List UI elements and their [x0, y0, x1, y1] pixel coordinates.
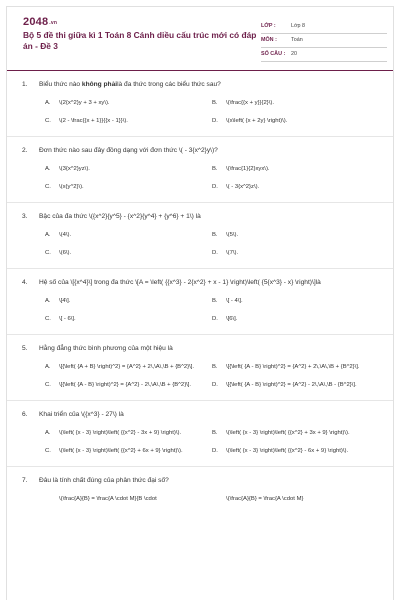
option-text: \(3{x^2}yz\).	[59, 166, 90, 172]
question-text-bold: không phải	[81, 81, 118, 88]
exam-title: Bộ 5 đề thi giữa kì 1 Toán 8 Cánh diều cấu trúc mới có đáp án - Đề 3	[23, 30, 257, 51]
option-letter: A.	[45, 232, 51, 238]
option-text: \[4\].	[59, 298, 71, 304]
option-list	[22, 98, 379, 134]
meta-subject-row	[261, 35, 387, 49]
question-divider	[7, 202, 393, 203]
question-text: Hệ số của \[{x^4}\] trong đa thức \[A = \left( {{x^3} - 2{x^2} + x - 1} \right)\left( {5{x^3} - x} \right)\]là	[39, 279, 321, 286]
option-letter: C.	[45, 448, 51, 454]
option-list	[22, 428, 379, 464]
question-number: 5.	[22, 345, 28, 352]
meta-subject-label: MÔN :	[261, 37, 277, 43]
meta-count-label: SỐ CÂU :	[261, 51, 286, 57]
option-letter: C.	[45, 382, 51, 388]
option-b[interactable]	[212, 164, 379, 174]
question-4	[7, 278, 393, 332]
option-a[interactable]	[45, 494, 212, 504]
question-number: 6.	[22, 411, 28, 418]
question-stem	[22, 344, 379, 354]
option-text: \(2{x^2}y + 3 + xy\).	[59, 100, 110, 106]
site-logo[interactable]	[23, 16, 57, 28]
option-text: \(\frac{A}{B} = \frac{A \cdot M}{B \cdot	[59, 496, 157, 502]
option-list	[22, 296, 379, 332]
option-d[interactable]	[212, 182, 379, 192]
option-list	[22, 494, 379, 512]
option-text: \[{\left( {A - B} \right)^2} = {A^2} - 2\,\A\,\B + {B^2}\].	[59, 382, 192, 388]
option-letter: C.	[45, 316, 51, 322]
option-d[interactable]	[212, 314, 379, 324]
question-3	[7, 212, 393, 266]
option-letter: B.	[212, 100, 218, 106]
option-b[interactable]	[212, 98, 379, 108]
option-text: \[{\left( {A - B} \right)^2} = {A^2} - 2\,\A\,\B - {B^2}\].	[226, 382, 357, 388]
meta-divider	[261, 33, 387, 34]
option-c[interactable]	[45, 182, 212, 192]
option-text: \(\frac{A}{B} = \frac{A \cdot M}	[226, 496, 304, 502]
option-letter: B.	[212, 430, 218, 436]
option-d[interactable]	[212, 116, 379, 126]
question-divider	[7, 466, 393, 467]
question-list	[7, 80, 393, 512]
question-stem	[22, 146, 379, 156]
option-letter: D.	[212, 448, 218, 454]
question-divider	[7, 268, 393, 269]
option-a[interactable]	[45, 98, 212, 108]
question-number: 7.	[22, 477, 28, 484]
option-letter: B.	[212, 232, 218, 238]
question-stem	[22, 278, 379, 288]
option-text: \(\frac{{x + y}}{2}\).	[226, 100, 274, 106]
option-text: \(6\).	[59, 250, 72, 256]
option-letter: D.	[212, 184, 218, 190]
option-b[interactable]	[212, 362, 379, 372]
option-list	[22, 362, 379, 398]
option-text: \[{\left( {A + B} \right)^2} = {A^2} + 2\,\A\,\B + {B^2}\].	[59, 364, 195, 370]
question-text: Đơn thức nào sau đây đồng dạng với đơn thức \( - 3{x^2}y\)?	[39, 147, 218, 154]
option-letter: C.	[45, 118, 51, 124]
option-c[interactable]	[45, 380, 212, 390]
option-letter: D.	[212, 250, 218, 256]
option-text: \[ - 6\].	[59, 316, 76, 322]
option-c[interactable]	[45, 116, 212, 126]
option-text: \(\left( {x - 3} \right)\left( {{x^2} + 3x + 9} \right)\).	[226, 430, 350, 436]
option-text: \(x{y^2}\).	[59, 184, 84, 190]
option-list	[22, 230, 379, 266]
option-text: \[{\left( {A - B} \right)^2} = {A^2} + 2\,\A\,\B + {B^2}\].	[226, 364, 360, 370]
option-text: \( - 3{x^2}z\).	[226, 184, 260, 190]
question-stem	[22, 476, 379, 486]
question-number: 1.	[22, 81, 28, 88]
option-a[interactable]	[45, 164, 212, 174]
meta-subject-value: Toán	[291, 37, 303, 43]
option-letter: C.	[45, 184, 51, 190]
option-text: \[ - 4\].	[226, 298, 243, 304]
logo-main: 2048	[23, 16, 49, 28]
option-letter: D.	[212, 316, 218, 322]
exam-header	[7, 7, 393, 65]
question-number: 4.	[22, 279, 28, 286]
question-divider	[7, 136, 393, 137]
question-stem	[22, 410, 379, 420]
option-b[interactable]	[212, 428, 379, 438]
question-1	[7, 80, 393, 134]
option-a[interactable]	[45, 230, 212, 240]
question-6	[7, 410, 393, 464]
option-b[interactable]	[212, 296, 379, 306]
question-text-part: là đa thức trong các biểu thức sau?	[117, 81, 221, 88]
option-b[interactable]	[212, 230, 379, 240]
meta-count-row	[261, 49, 387, 63]
option-d[interactable]	[212, 380, 379, 390]
option-d[interactable]	[212, 248, 379, 258]
option-text: \(\left( {x - 3} \right)\left( {{x^2} - 3x + 9} \right)\).	[59, 430, 182, 436]
option-text: \(2 - \frac{{x + 1}}{{x - 1}}\).	[59, 118, 128, 124]
option-a[interactable]	[45, 428, 212, 438]
option-text: \(\left( {x - 3} \right)\left( {{x^2} - 6x + 9} \right)\).	[226, 448, 349, 454]
option-letter: B.	[212, 364, 218, 370]
meta-class-label: LỚP :	[261, 23, 276, 29]
option-text: \(5\).	[226, 232, 239, 238]
meta-class-row	[261, 21, 387, 35]
exam-meta	[261, 21, 387, 63]
question-divider	[7, 400, 393, 401]
question-5	[7, 344, 393, 398]
question-text: Hằng đẳng thức bình phương của một hiệu là	[39, 345, 173, 352]
option-a[interactable]	[45, 362, 212, 372]
question-7	[7, 476, 393, 512]
question-text: Khai triển của \({x^3} - 27\) là	[39, 411, 124, 418]
option-letter: A.	[45, 364, 51, 370]
option-letter: D.	[212, 382, 218, 388]
option-letter: A.	[45, 298, 51, 304]
question-stem	[22, 212, 379, 222]
question-2	[7, 146, 393, 200]
question-divider	[7, 334, 393, 335]
meta-divider	[261, 61, 387, 62]
option-letter: B.	[212, 166, 218, 172]
option-letter: B.	[212, 298, 218, 304]
logo-tld: .vn	[49, 20, 58, 26]
meta-divider	[261, 47, 387, 48]
option-letter: A.	[45, 100, 51, 106]
option-list	[22, 164, 379, 200]
option-c[interactable]	[45, 314, 212, 324]
option-text: \(4\).	[59, 232, 72, 238]
option-letter: A.	[45, 166, 51, 172]
option-b[interactable]	[212, 494, 379, 504]
question-text-part: Biểu thức nào	[39, 81, 82, 88]
question-number: 2.	[22, 147, 28, 154]
option-letter: A.	[45, 430, 51, 436]
header-divider	[7, 70, 393, 71]
option-c[interactable]	[45, 446, 212, 456]
option-letter: C.	[45, 250, 51, 256]
option-text: \[6\].	[226, 316, 238, 322]
meta-class-value: Lớp 8	[291, 23, 306, 29]
question-number: 3.	[22, 213, 28, 220]
option-text: \(\left( {x - 3} \right)\left( {{x^2} + 6x + 9} \right)\).	[59, 448, 183, 454]
question-text: Đâu là tính chất đúng của phân thức đại số?	[39, 477, 169, 484]
exam-sheet	[6, 6, 394, 600]
option-c[interactable]	[45, 248, 212, 258]
question-text	[39, 80, 379, 90]
option-text: \(\frac{1}{2}xyx\).	[226, 166, 270, 172]
option-letter: D.	[212, 118, 218, 124]
option-a[interactable]	[45, 296, 212, 306]
question-text: Bậc của đa thức \({x^2}{y^5} - {x^2}{y^4} + {y^6} + 1\) là	[39, 213, 201, 220]
option-text: \(7\).	[226, 250, 239, 256]
question-stem	[22, 80, 379, 90]
option-d[interactable]	[212, 446, 379, 456]
meta-count-value: 20	[291, 51, 297, 57]
option-text: \(x\left( {x + 2y} \right)\).	[226, 118, 288, 124]
